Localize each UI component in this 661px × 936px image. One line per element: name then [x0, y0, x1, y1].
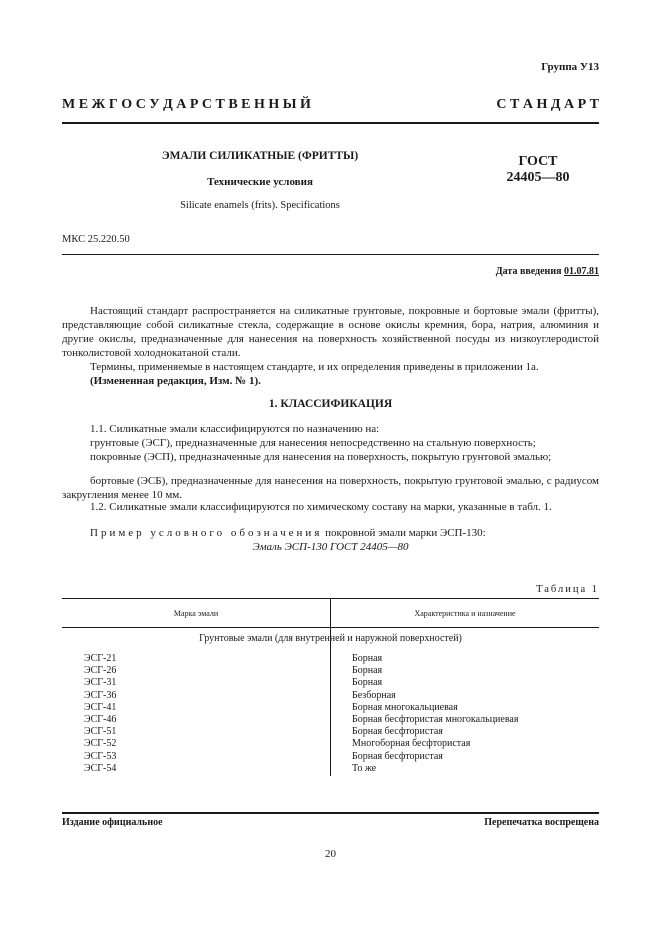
standard-banner	[62, 97, 599, 113]
table-cell-mark: ЭСГ-54	[84, 762, 117, 774]
banner-word-2: С Т А Н Д А Р Т	[496, 97, 599, 112]
clause-1-2: 1.2. Силикатные эмали классифицируются по химическому составу на марки, указанные в табл. 1.	[90, 501, 552, 513]
document-title: ЭМАЛИ СИЛИКАТНЫЕ (ФРИТТЫ)	[161, 150, 359, 162]
intro-date-label: Дата введения	[495, 266, 562, 277]
clause-cover: покровные (ЭСП), предназначенные для нанесения на поверхность, покрытую грунтовой эмалью;	[90, 451, 552, 463]
footer-reprint-notice: Перепечатка воспрещена	[484, 817, 599, 828]
document-subtitle: Технические условия	[207, 176, 313, 188]
table-marks-column	[84, 653, 324, 775]
table-cell-desc: Борная многокальциевая	[352, 701, 458, 713]
group-label: Группа У13	[541, 61, 599, 73]
mks-divider	[62, 254, 599, 255]
clause-primer: грунтовые (ЭСГ), предназначенные для нанесения непосредственно на стальную поверхность;	[90, 437, 536, 449]
table-cell-mark: ЭСГ-53	[84, 750, 117, 762]
table-cell-mark: ЭСГ-21	[84, 653, 117, 664]
header-divider	[62, 122, 599, 124]
example-line	[62, 526, 599, 540]
table-header-desc: Характеристика и назначение	[414, 609, 516, 618]
table-cell-mark: ЭСГ-52	[84, 738, 117, 750]
table-cell-desc: Безборная	[352, 689, 396, 701]
clause-1-1: 1.1. Силикатные эмали классифицируются по назначению на:	[90, 423, 380, 435]
table-cell-mark: ЭСГ-51	[84, 726, 117, 738]
table-caption: Таблица 1	[536, 584, 599, 595]
table-cell-desc: Борная	[352, 653, 383, 664]
intro-paragraph: Настоящий стандарт распространяется на силикатные грунтовые, покровные и бортовые эмали (фритты), представляющие собой силикатные стекла, содержащие в основе окислы кремния, бора, натрия, алюминия и другие окислы, предназначенные для нанесения на поверхность хозяйственной посуды из низкоуглеродистой тонколистовой холоднокатаной стали.	[62, 305, 599, 359]
amendment-note: (Измененная редакция, Изм. № 1).	[90, 375, 261, 387]
intro-date-value: 01.07.81	[564, 266, 599, 277]
table-column-divider	[330, 598, 331, 776]
table-cell-desc: То же	[352, 762, 377, 774]
terms-paragraph: Термины, применяемые в настоящем стандарте, и их определения приведены в приложении 1а.	[90, 361, 539, 373]
table-header-mark: Марка эмали	[173, 609, 219, 618]
footer-divider	[62, 812, 599, 814]
table-cell-mark: ЭСГ-36	[84, 689, 117, 701]
table-cell-desc: Борная бесфтористая многокальциевая	[352, 714, 519, 726]
table-cell-mark: ЭСГ-46	[84, 714, 117, 726]
table-cell-desc: Борная	[352, 665, 383, 677]
section-title: 1. КЛАССИФИКАЦИЯ	[268, 398, 393, 410]
table-header-divider	[62, 627, 599, 628]
mks-code: МКС 25.220.50	[62, 234, 130, 245]
table-desc-column	[352, 653, 597, 775]
intro-date	[496, 266, 599, 277]
table-cell-mark: ЭСГ-41	[84, 701, 117, 713]
table-cell-desc: Многоборная бесфтористая	[352, 738, 471, 750]
gost-designation	[498, 154, 578, 186]
table-cell-desc: Борная бесфтористая	[352, 726, 443, 738]
table-cell-mark: ЭСГ-31	[84, 677, 117, 689]
table-cell-desc: Борная	[352, 677, 383, 689]
clause-edge: бортовые (ЭСБ), предназначенные для нанесения на поверхность, покрытую грунтовой эмалью, с радиусом закругления менее 10 мм.	[62, 475, 599, 501]
gost-label: ГОСТ	[518, 154, 558, 169]
document-title-en: Silicate enamels (frits). Specifications	[180, 200, 340, 211]
banner-word-1: М Е Ж Г О С У Д А Р С Т В Е Н Н Ы Й	[62, 97, 311, 112]
example-label: Пример условного обозначения	[90, 527, 323, 539]
page-number: 20	[325, 848, 336, 860]
example-rest: покровной эмали марки ЭСП-130:	[322, 527, 486, 539]
example-formula: Эмаль ЭСП-130 ГОСТ 24405—80	[252, 541, 409, 553]
table-cell-desc: Борная бесфтористая	[352, 750, 443, 762]
table-group-title: Грунтовые эмали (для внутренней и наружной поверхностей)	[199, 633, 462, 644]
table-cell-mark: ЭСГ-26	[84, 665, 117, 677]
gost-number: 24405—80	[506, 170, 570, 185]
footer-official-edition: Издание официальное	[62, 817, 163, 828]
